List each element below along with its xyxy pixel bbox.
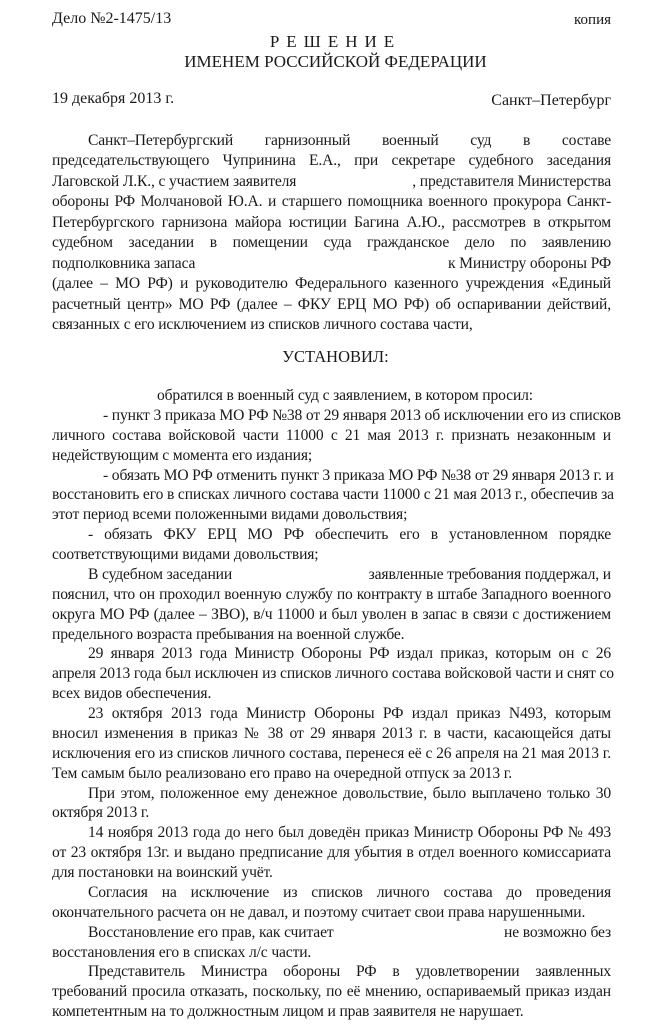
section-heading: УСТАНОВИЛ: xyxy=(282,347,389,366)
document-title: РЕШЕНИЕ xyxy=(269,32,402,51)
text-line: судебном заседании в помещении суда гражданское дело по заявлению xyxy=(52,234,611,252)
text-line: недействующим с момента его издания; xyxy=(52,446,313,464)
text-line: восстановить его в списках личного состава части 11000 с 21 мая 2013 г., обеспечив за xyxy=(52,486,614,504)
copy-mark: копия xyxy=(574,12,611,28)
paragraph xyxy=(52,823,611,883)
paragraph xyxy=(52,406,621,466)
text-line: - обязать ФКУ ЕРЦ МО РФ обеспечить его в установленном порядке xyxy=(88,526,611,544)
text-line: личного состава войсковой части 11000 с 21 мая 2013 г. признать незаконным и xyxy=(52,426,611,444)
text-line: восстановления его в списках л/с части. xyxy=(52,943,312,961)
text-line: исключения его из списков личного состава, перенеся её с 26 апреля на 21 мая 2013 г. xyxy=(52,744,611,762)
text-line: от 23 октября 13г. и выдано предписание для убытия в отдел военного комиссариата xyxy=(52,844,611,862)
text-line: 23 октября 2013 года Министр Обороны РФ издал приказ N493, которым xyxy=(88,705,611,722)
text-line: компетентным на то должностным лицом и прав заявителя не нарушает. xyxy=(52,1003,524,1021)
paragraph xyxy=(52,962,611,1022)
text-line: - обязать МО РФ отменить пункт 3 приказа МО РФ №38 от 29 января 2013 г. и xyxy=(103,466,614,484)
text-line: связанных с его исключением из списков личного состава части, xyxy=(52,315,473,333)
paragraph xyxy=(52,784,611,824)
text-line: требований просила отказать, поскольку, по её мнению, оспариваемый приказ издан xyxy=(52,983,611,1001)
text-before-redaction: подполковника запаса xyxy=(52,254,196,272)
text-after-redaction: заявленные требования поддержал, и xyxy=(368,565,611,583)
decision-city: Санкт–Петербург xyxy=(491,92,611,109)
paragraph xyxy=(52,704,611,784)
paragraph xyxy=(52,386,611,406)
text-line: председательствующего Чупринина Е.А., при секретаре судебного заседания xyxy=(52,152,611,170)
text-line: октября 2013 г. xyxy=(52,804,150,822)
text-before-redaction: В судебном заседании xyxy=(88,565,233,583)
paragraph xyxy=(52,883,611,923)
document-subtitle: ИМЕНЕМ РОССИЙСКОЙ ФЕДЕРАЦИИ xyxy=(184,52,487,71)
text-line: Представитель Министра обороны РФ в удовлетворении заявленных xyxy=(88,963,611,981)
text-line: всех видов обеспечения. xyxy=(52,685,212,703)
text-line: Санкт–Петербургский гарнизонный военный суд в составе xyxy=(88,132,611,149)
text-line xyxy=(52,254,611,274)
text-line: обороны РФ Молчановой Ю.А. и старшего помощника военного прокурора Санкт- xyxy=(52,193,611,211)
intro-paragraph-block xyxy=(52,131,611,335)
text-before-redaction: Лаговской Л.К., с участием заявителя xyxy=(52,172,297,190)
text-before-redaction: Восстановление его прав, как считает xyxy=(88,923,334,941)
paragraph xyxy=(52,923,611,963)
text-line: для постановки на воинский учёт. xyxy=(52,864,273,881)
text-line xyxy=(52,172,611,192)
text-line: При этом, положенное ему денежное довольствие, было выплачено только 30 xyxy=(88,784,611,802)
text-after-redaction: , представителя Министерства xyxy=(412,172,611,190)
text-line: предельного возраста пребывания на военной службе. xyxy=(52,625,405,643)
text-line xyxy=(52,923,611,943)
text-line: пояснил, что он проходил военную службу по контракту в штабе Западного военного xyxy=(52,585,611,603)
text-line: (далее – МО РФ) и руководителю Федерального казенного учреждения «Единый xyxy=(52,275,611,293)
text-line: - пункт 3 приказа МО РФ №38 от 29 января 2013 об исключении его из списков xyxy=(103,406,621,424)
text-after-redaction: не возможно без xyxy=(504,923,611,941)
case-number: Дело №2-1475/13 xyxy=(52,10,172,27)
text-line: окончательного расчета он не давал, и поэтому считает свои права нарушенными. xyxy=(52,903,586,921)
text-after-redaction: к Министру обороны РФ xyxy=(447,254,611,272)
paragraph xyxy=(52,525,611,565)
body-paragraph-block xyxy=(52,386,621,1022)
text-line: апреля 2013 года был исключен из списков личного состава войсковой части и снят со xyxy=(52,665,614,683)
text-line xyxy=(52,565,611,585)
text-line: Тем самым было реализовано его право на очередной отпуск за 2013 г. xyxy=(52,764,513,782)
text-line: обратился в военный суд с заявлением, в котором просил: xyxy=(157,387,533,404)
text-line: Согласия на исключение из списков личного состава до проведения xyxy=(88,883,611,901)
paragraph xyxy=(52,466,614,526)
text-line: этот период всеми положенными видами довольствия; xyxy=(52,506,408,524)
text-line: соответствующими видами довольствия; xyxy=(52,546,319,563)
text-line: Петербургского гарнизона майора юстиции Багина А.Ю., рассмотрев в открытом xyxy=(52,213,611,231)
text-line: 29 января 2013 года Министр Обороны РФ издал приказ, которым он с 26 xyxy=(88,645,611,663)
paragraph xyxy=(52,565,611,645)
paragraph xyxy=(52,644,614,704)
text-line: расчетный центр» МО РФ (далее – ФКУ ЕРЦ МО РФ) об оспаривании действий, xyxy=(52,295,611,313)
decision-date: 19 декабря 2013 г. xyxy=(52,90,175,107)
text-line: округа МО РФ (далее – ЗВО), в/ч 11000 и был уволен в запас в связи с достижением xyxy=(52,605,611,623)
paragraph xyxy=(52,131,611,335)
text-line: 14 ноября 2013 года до него был доведён приказ Министр Обороны РФ № 493 xyxy=(88,824,611,842)
text-line: вносил изменения в приказ № 38 от 29 января 2013 г. в части, касающейся даты xyxy=(52,724,611,742)
